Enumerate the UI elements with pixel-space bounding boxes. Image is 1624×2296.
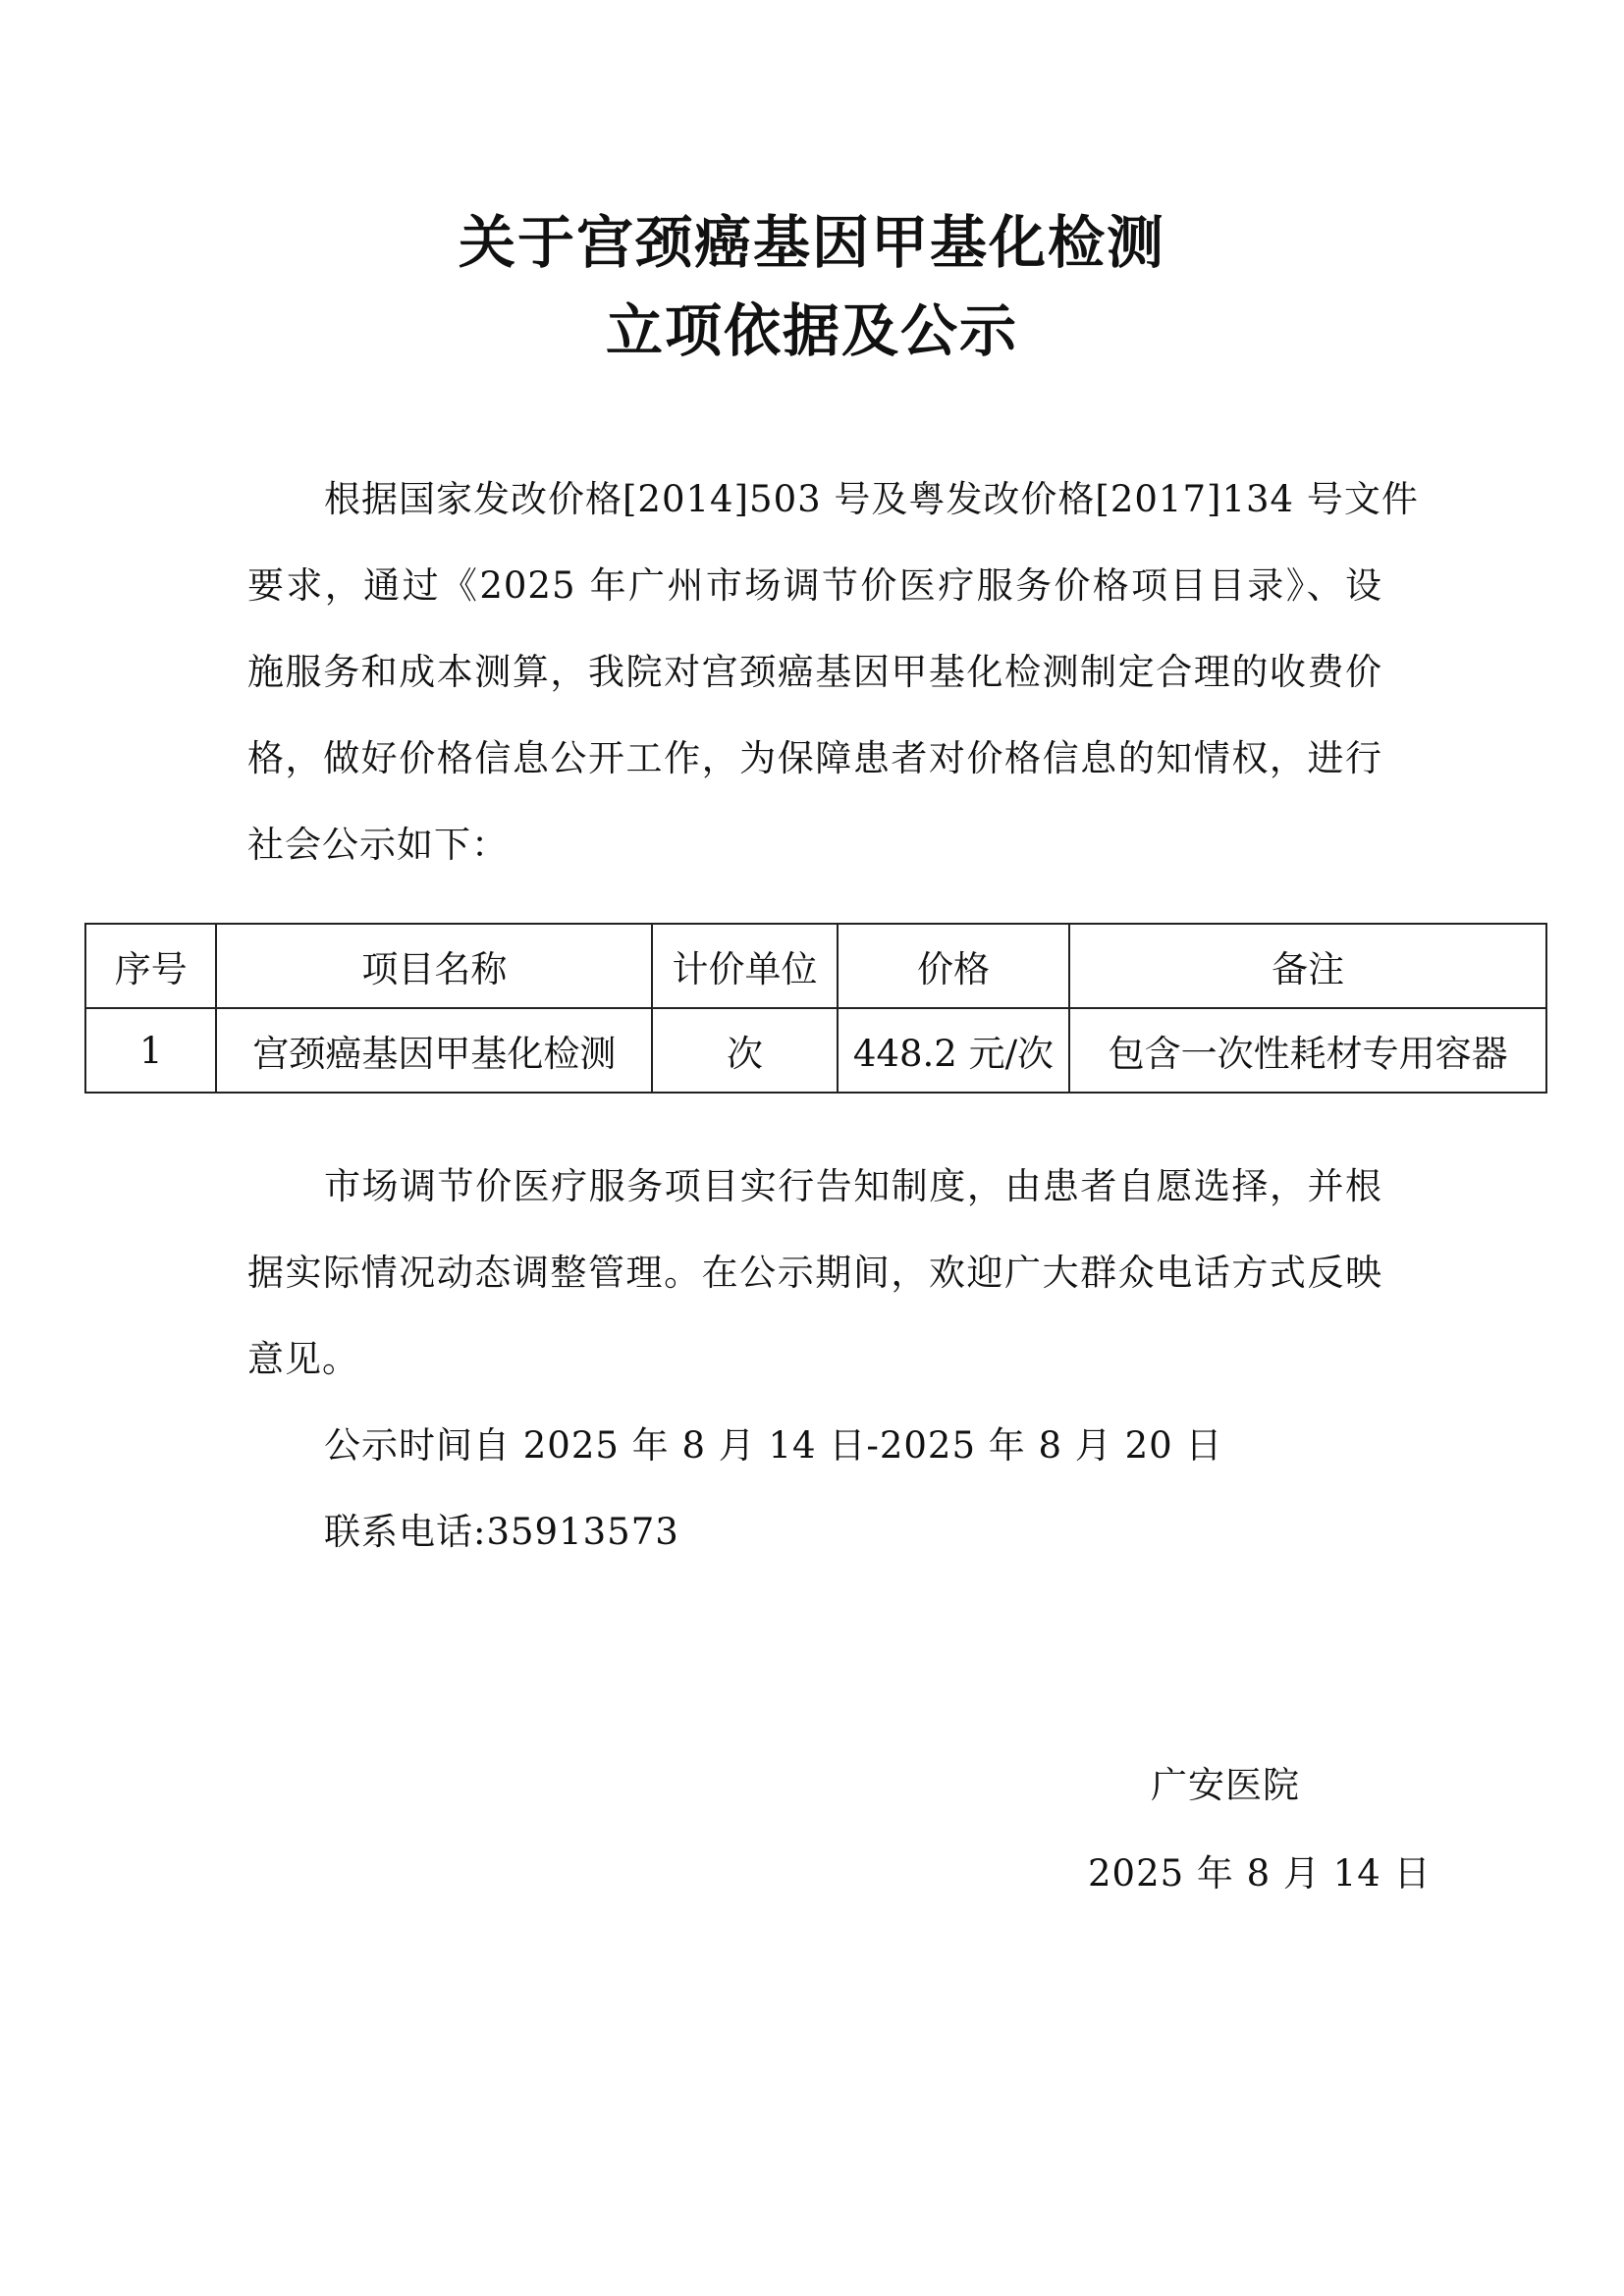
price-table — [84, 923, 1547, 1094]
contact-phone: 联系电话:35913573 — [324, 1511, 679, 1553]
notice-line-3: 意见。 — [247, 1338, 359, 1380]
table-cell: 448.2 元/次 — [838, 1008, 1070, 1093]
table-header-row — [85, 924, 1546, 1008]
signature-organization: 广安医院 — [1151, 1764, 1300, 1806]
intro-line-2: 要求，通过《2025 年广州市场调节价医疗服务价格项目目录》、设 — [247, 564, 1382, 607]
table-header-cell: 计价单位 — [652, 924, 837, 1008]
table-header-cell: 价格 — [838, 924, 1070, 1008]
table-header-cell: 备注 — [1069, 924, 1546, 1008]
table-row — [85, 1008, 1546, 1093]
table-cell: 宫颈癌基因甲基化检测 — [216, 1008, 652, 1093]
intro-line-3: 施服务和成本测算，我院对宫颈癌基因甲基化检测制定合理的收费价 — [247, 651, 1382, 693]
notice-line-2: 据实际情况动态调整管理。在公示期间，欢迎广大群众电话方式反映 — [247, 1252, 1382, 1294]
table-cell: 1 — [85, 1008, 216, 1093]
notice-line-1: 市场调节价医疗服务项目实行告知制度，由患者自愿选择，并根 — [324, 1165, 1382, 1207]
intro-line-5: 社会公示如下： — [247, 824, 509, 866]
table-cell: 次 — [652, 1008, 837, 1093]
table-header-cell: 序号 — [85, 924, 216, 1008]
intro-line-1: 根据国家发改价格[2014]503 号及粤发改价格[2017]134 号文件 — [324, 478, 1419, 520]
document-title-line-2: 立项依据及公示 — [605, 297, 1018, 364]
notice-period: 公示时间自 2025 年 8 月 14 日-2025 年 8 月 20 日 — [324, 1424, 1223, 1467]
document-title-line-1: 关于宫颈癌基因甲基化检测 — [458, 209, 1165, 276]
table-header-cell: 项目名称 — [216, 924, 652, 1008]
intro-line-4: 格，做好价格信息公开工作，为保障患者对价格信息的知情权，进行 — [247, 737, 1382, 779]
table-cell: 包含一次性耗材专用容器 — [1069, 1008, 1546, 1093]
signature-date: 2025 年 8 月 14 日 — [1088, 1852, 1432, 1895]
